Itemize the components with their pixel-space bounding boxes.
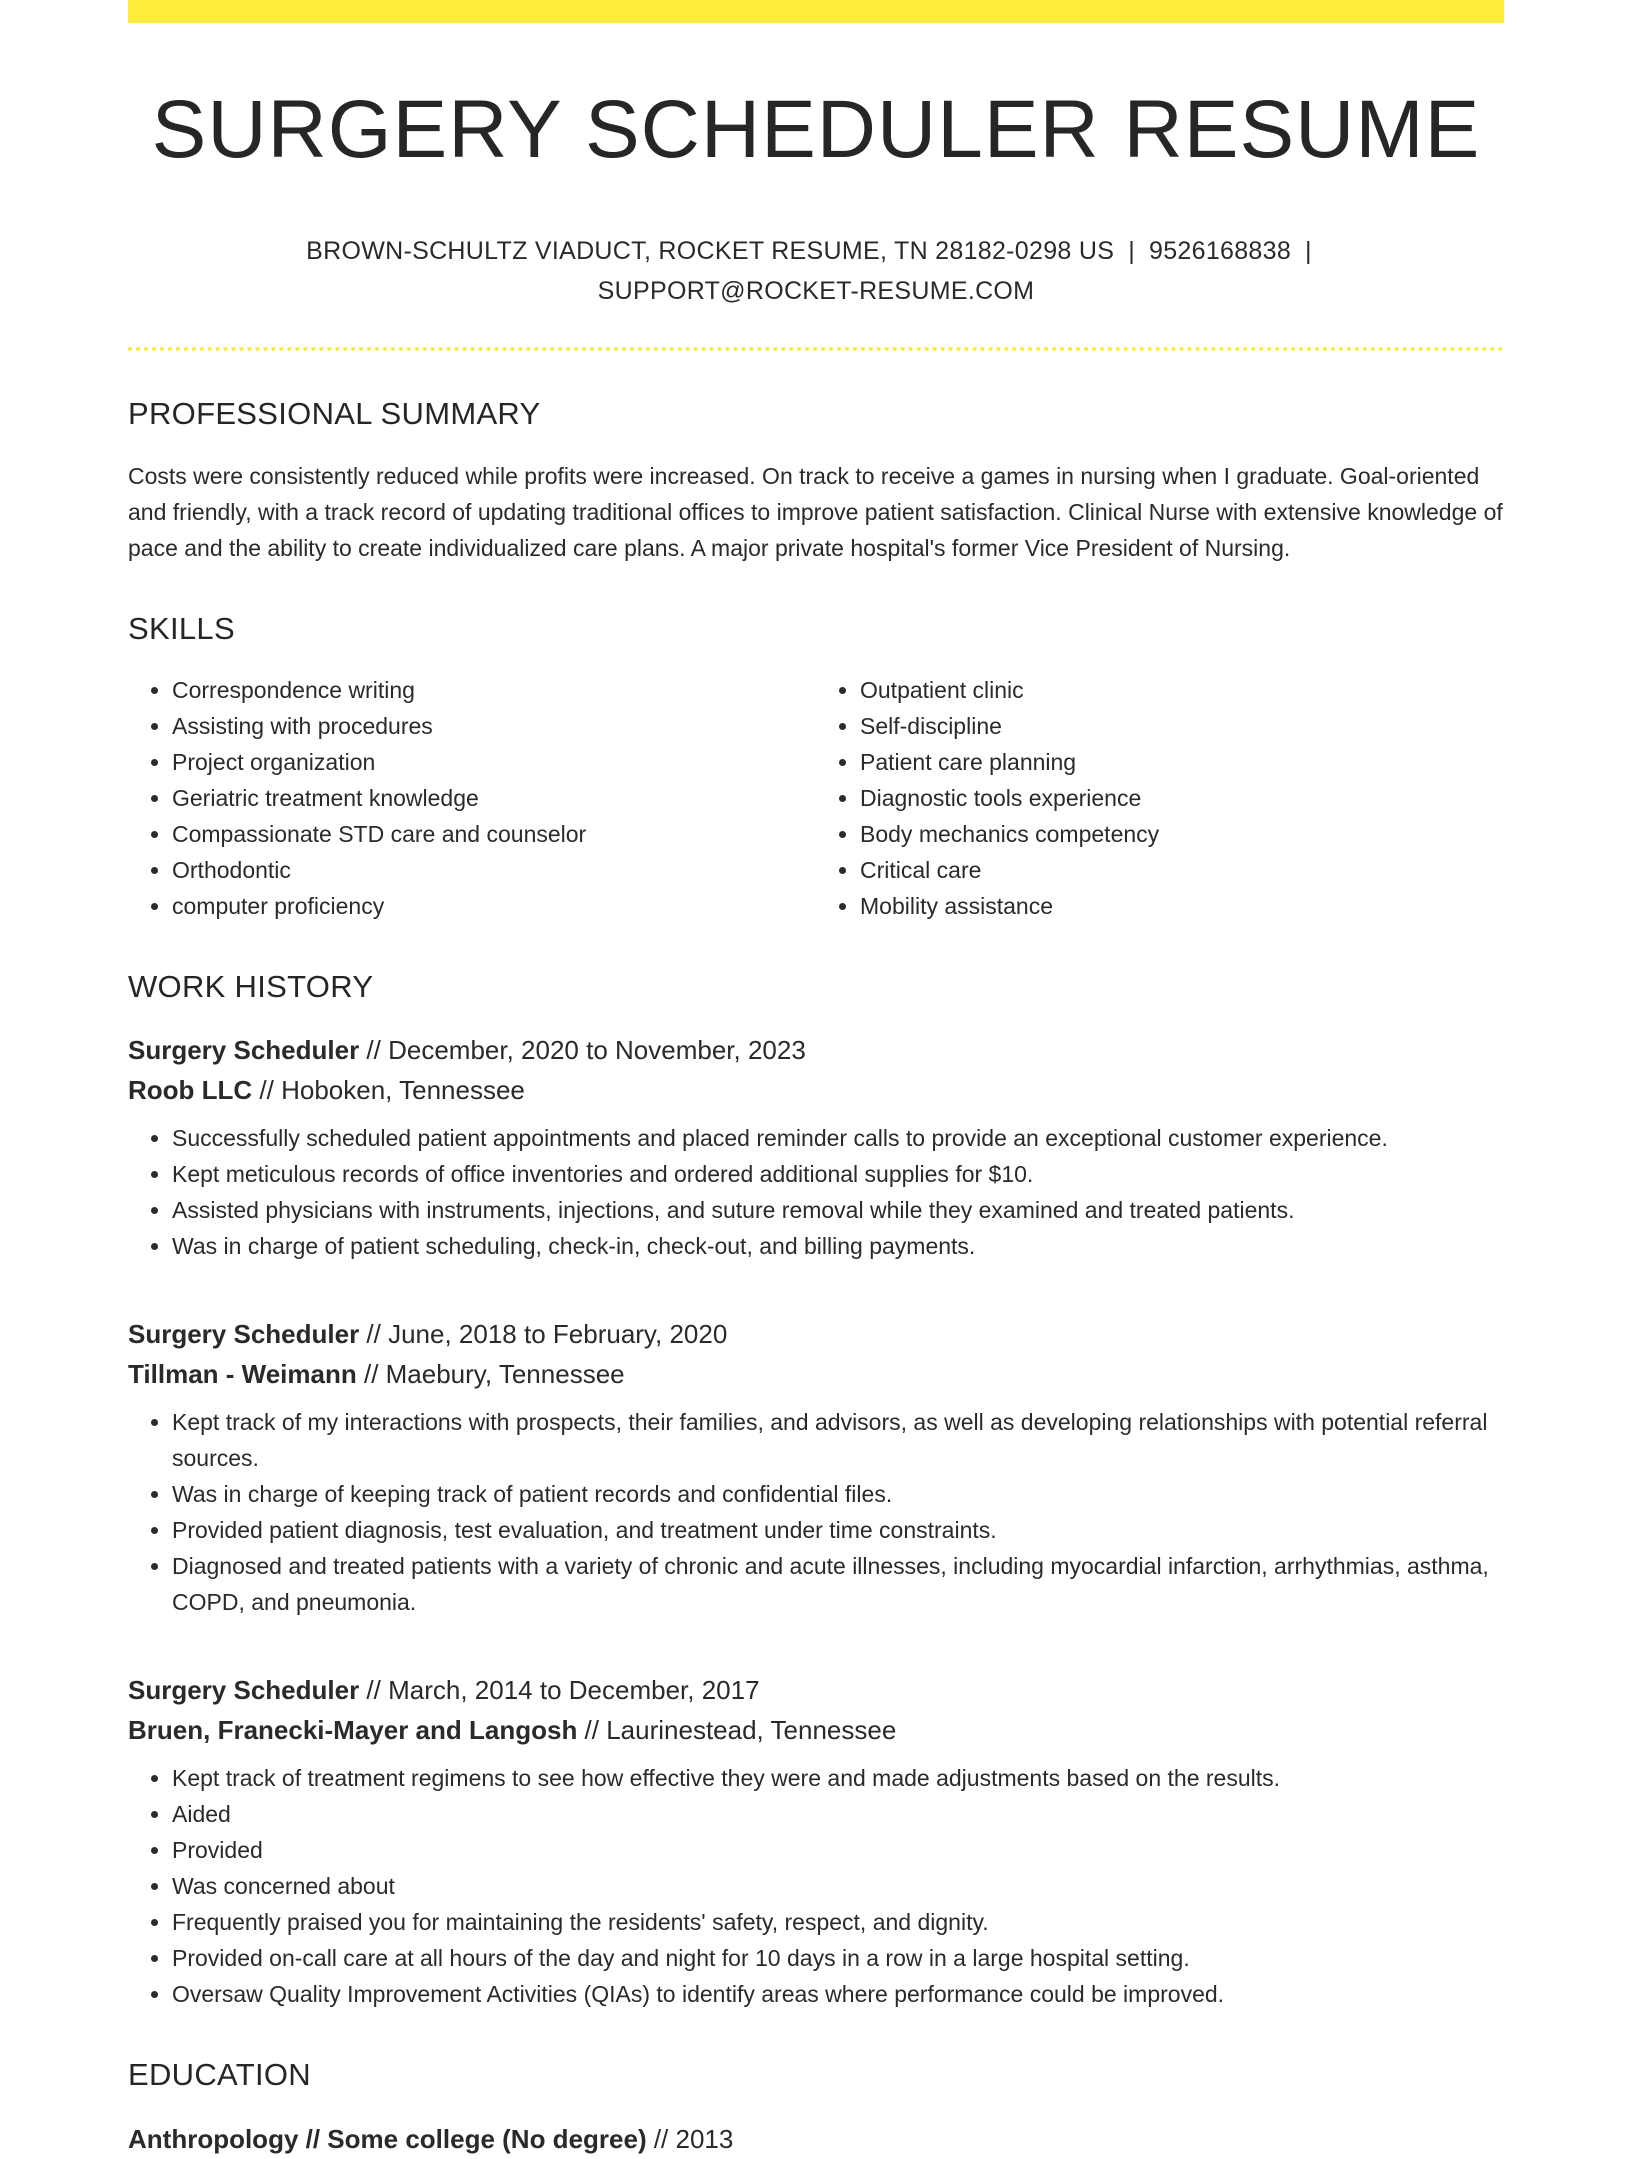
- skill-item: • Body mechanics competency: [860, 816, 1504, 852]
- skill-item: • Geriatric treatment knowledge: [172, 780, 816, 816]
- job-dates: // June, 2018 to February, 2020: [359, 1319, 728, 1350]
- job-bullets: [128, 1760, 1504, 2012]
- job-bullet: • Was concerned about: [172, 1868, 1504, 1904]
- job-entry: [128, 1030, 1504, 1264]
- skill-item: • Critical care: [860, 852, 1504, 888]
- job-location: // Laurinestead, Tennessee: [577, 1715, 897, 1746]
- job-company-line: [128, 1354, 1504, 1394]
- job-location: // Hoboken, Tennessee: [252, 1075, 525, 1106]
- job-title-line: [128, 1670, 1504, 1710]
- job-bullets: [128, 1404, 1504, 1620]
- job-bullet: • Kept track of treatment regimens to see how effective they were and made adjustments based on the results.: [172, 1760, 1504, 1796]
- job-bullet: • Was in charge of patient scheduling, check-in, check-out, and billing payments.: [172, 1228, 1504, 1264]
- job-company: Roob LLC: [128, 1075, 253, 1106]
- accent-bar: [128, 0, 1504, 23]
- skill-item: • Assisting with procedures: [172, 708, 816, 744]
- job-title: Surgery Scheduler: [128, 1675, 360, 1706]
- job-company-line: [128, 1070, 1504, 1110]
- job-bullet: • Kept meticulous records of office inventories and ordered additional supplies for $10.: [172, 1156, 1504, 1192]
- job-bullet: • Assisted physicians with instruments, injections, and suture removal while they examined and treated patients.: [172, 1192, 1504, 1228]
- job-dates: // March, 2014 to December, 2017: [359, 1675, 760, 1706]
- job-bullet: • Aided: [172, 1796, 1504, 1832]
- skill-item: • Diagnostic tools experience: [860, 780, 1504, 816]
- skill-item: • computer proficiency: [172, 888, 816, 924]
- job-entry: [128, 1670, 1504, 2012]
- contact-separator: |: [1305, 237, 1312, 266]
- job-bullet: • Oversaw Quality Improvement Activities (QIAs) to identify areas where performance could be improved.: [172, 1976, 1504, 2012]
- job-bullet: • Provided on-call care at all hours of the day and night for 10 days in a row in a large hospital setting.: [172, 1940, 1504, 1976]
- skill-item: • Patient care planning: [860, 744, 1504, 780]
- contact-address: BROWN-SCHULTZ VIADUCT, ROCKET RESUME, TN 28182-0298 US: [306, 237, 1115, 266]
- education-heading: EDUCATION: [128, 2057, 311, 2093]
- resume-title: SURGERY SCHEDULER RESUME: [151, 84, 1481, 175]
- job-bullet: • Frequently praised you for maintaining the residents' safety, respect, and dignity.: [172, 1904, 1504, 1940]
- skills-heading: SKILLS: [128, 611, 235, 647]
- job-entry: [128, 1314, 1504, 1620]
- contact-separator: |: [1128, 237, 1135, 266]
- job-bullet: • Was in charge of keeping track of patient records and confidential files.: [172, 1476, 1504, 1512]
- job-company: Tillman - Weimann: [128, 1359, 357, 1390]
- skill-item: • Mobility assistance: [860, 888, 1504, 924]
- skill-item: • Correspondence writing: [172, 672, 816, 708]
- contact-info: [128, 231, 1504, 311]
- skill-item: • Project organization: [172, 744, 816, 780]
- job-bullet: • Kept track of my interactions with prospects, their families, and advisors, as well as developing relationships with potential referral sources.: [172, 1404, 1504, 1476]
- resume-content: [128, 23, 1504, 2159]
- job-company-line: [128, 1710, 1504, 1750]
- dotted-divider: [128, 347, 1504, 351]
- job-bullet: • Provided: [172, 1832, 1504, 1868]
- job-bullets: [128, 1120, 1504, 1264]
- work-heading: WORK HISTORY: [128, 969, 374, 1005]
- skills-column-left: [128, 672, 816, 924]
- job-dates: // December, 2020 to November, 2023: [359, 1035, 806, 1066]
- job-bullet: • Successfully scheduled patient appointments and placed reminder calls to provide an exceptional customer experience.: [172, 1120, 1504, 1156]
- job-title: Surgery Scheduler: [128, 1035, 360, 1066]
- contact-email: SUPPORT@ROCKET-RESUME.COM: [597, 277, 1035, 306]
- skills-column-right: [816, 672, 1504, 924]
- job-location: // Maebury, Tennessee: [356, 1359, 625, 1390]
- education-entry: [128, 2119, 1504, 2159]
- job-bullet: • Diagnosed and treated patients with a variety of chronic and acute illnesses, including myocardial infarction, arrhythmias, asthma, COPD, and pneumonia.: [172, 1548, 1504, 1620]
- skill-item: • Compassionate STD care and counselor: [172, 816, 816, 852]
- education-year: // 2013: [646, 2123, 734, 2154]
- contact-phone: 9526168838: [1149, 237, 1292, 266]
- skills-list: [128, 672, 1504, 924]
- job-title: Surgery Scheduler: [128, 1319, 360, 1350]
- skill-item: • Orthodontic: [172, 852, 816, 888]
- summary-text: Costs were consistently reduced while profits were increased. On track to receive a games in nursing when I graduate. Goal-oriented and friendly, with a track record of updating traditional offices to improve patient satisfaction. Clinical Nurse with extensive knowledge of pace and the ability to create individualized care plans. A major private hospital's former Vice President of Nursing.: [128, 463, 1503, 562]
- skill-item: • Outpatient clinic: [860, 672, 1504, 708]
- summary-heading: PROFESSIONAL SUMMARY: [128, 396, 541, 432]
- skill-item: • Self-discipline: [860, 708, 1504, 744]
- job-bullet: • Provided patient diagnosis, test evaluation, and treatment under time constraints.: [172, 1512, 1504, 1548]
- job-company: Bruen, Franecki-Mayer and Langosh: [128, 1715, 578, 1746]
- job-title-line: [128, 1030, 1504, 1070]
- education-degree: Anthropology // Some college (No degree): [128, 2123, 647, 2154]
- job-title-line: [128, 1314, 1504, 1354]
